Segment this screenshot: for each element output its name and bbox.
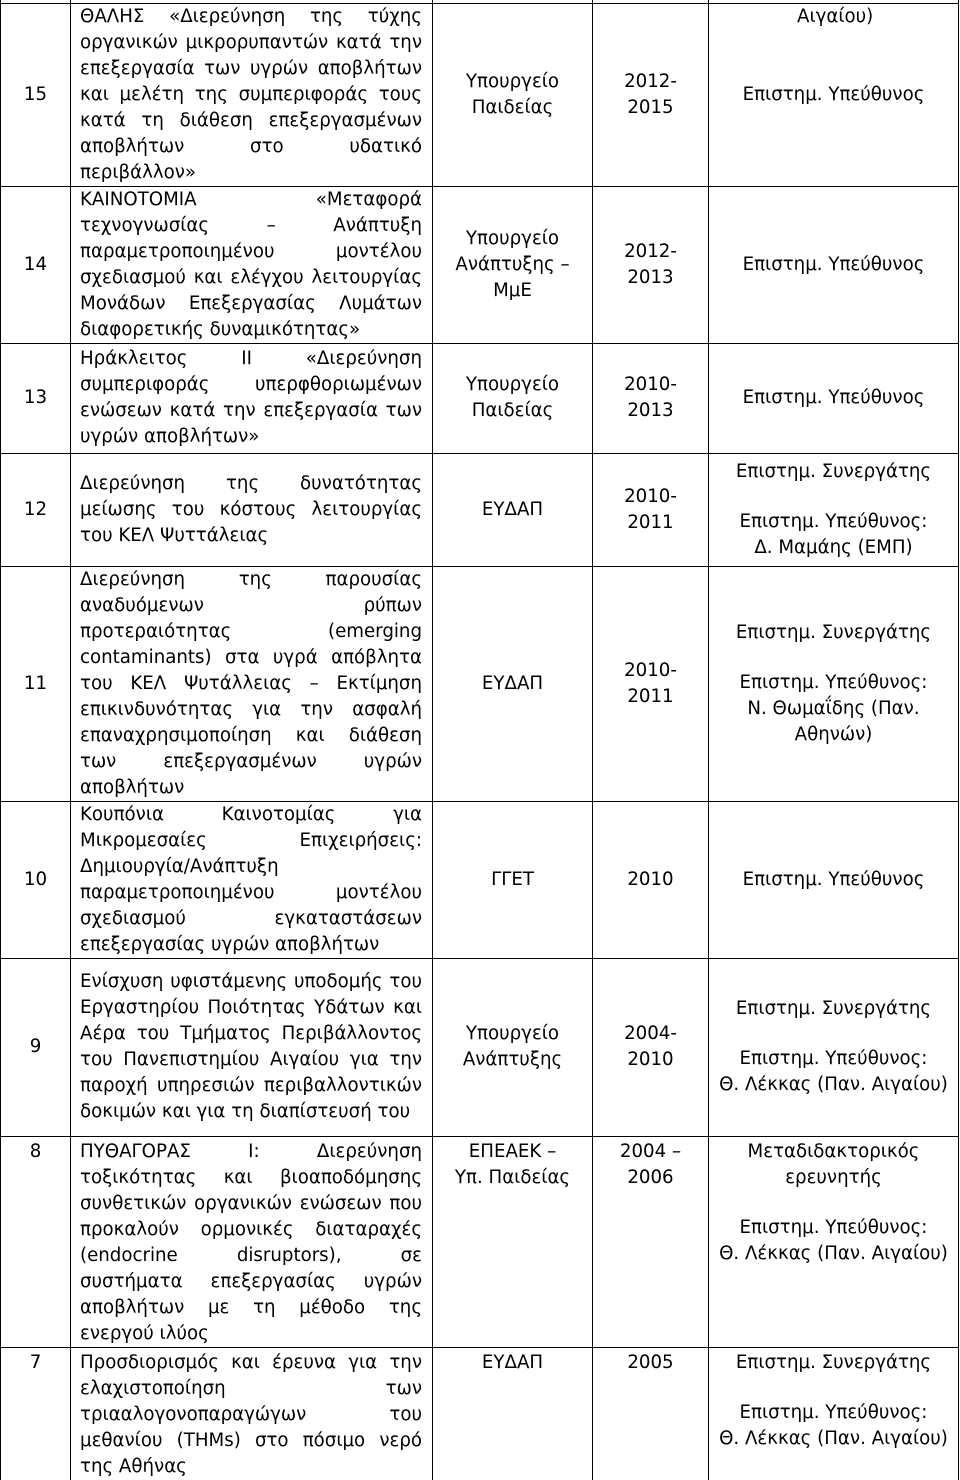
- project-role: [709, 801, 959, 958]
- funder-line: ΜμΕ: [493, 279, 532, 301]
- table-row: [1, 801, 959, 958]
- table-row: [1, 3, 959, 186]
- funder-line: Υπουργείο: [465, 374, 560, 395]
- project-number: 14: [1, 186, 71, 343]
- project-funder: [433, 453, 593, 566]
- role-line: Επιστημ. Υπεύθυνος: [742, 83, 925, 105]
- table-row: [1, 958, 959, 1136]
- period-line: 2012-: [624, 240, 677, 262]
- role-line: Επιστημ. Συνεργάτης: [735, 621, 932, 643]
- role-line: Θ. Λέκκας (Παν. Αιγαίου): [719, 1427, 948, 1449]
- role-line: ερευνητής: [785, 1166, 882, 1188]
- table-row: [1, 566, 959, 801]
- period-line: 2004 –: [619, 1140, 682, 1162]
- top-cell-role: [709, 0, 959, 27]
- role-line: Επιστημ. Υπεύθυνος:: [739, 1216, 928, 1238]
- project-period: [593, 566, 709, 801]
- project-funder: [433, 1136, 593, 1347]
- role-line: Επιστημ. Υπεύθυνος: [742, 253, 925, 275]
- funder-line: Παιδείας: [471, 400, 554, 421]
- project-funder: [433, 3, 593, 186]
- project-number: 13: [1, 343, 71, 453]
- project-title: Διερεύνηση της παρουσίας αναδυόμενων ρύπων προτεραιότητας (emerging contaminants) στα υγρά απόβλητα του ΚΕΛ Ψυτάλλειας – Εκτίμηση επικινδυνότητας για την ασφαλή επαναχρησιμοποίηση και διάθεση των επεξεργασμένων υγρών αποβλήτων: [71, 566, 433, 801]
- project-role: [709, 186, 959, 343]
- project-number: 8: [1, 1136, 71, 1347]
- project-title: ΘΑΛΗΣ «Διερεύνηση της τύχης οργανικών μικρορυπαντών κατά την επεξεργασία των υγρών αποβλήτων και μελέτη της συμπεριφοράς τους κατά τη διάθεση επεξεργασμένων αποβλήτων στο υδατικό περιβάλλον»: [71, 3, 433, 186]
- period-line: 2013: [627, 266, 674, 288]
- funder-line: Υπουργείο: [465, 1023, 560, 1044]
- role-continuation-text: Αιγαίου): [797, 6, 874, 27]
- project-title: ΠΥΘΑΓΟΡΑΣ Ι: Διερεύνηση τοξικότητας και βιοαποδόμησης συνθετικών οργανικών ενώσεων που προκαλούν ορμονικές διαταραχές (endocrine disruptors), σε συστήματα επεξεργασίας υγρών αποβλήτων με τη μέθοδο της ενεργού ιλύος: [71, 1136, 433, 1347]
- funder-line: ΓΓΕΤ: [491, 868, 534, 890]
- project-period: [593, 186, 709, 343]
- project-title: Ενίσχυση υφιστάμενης υποδομής του Εργαστηρίου Ποιότητας Υδάτων και Αέρα του Τμήματος Περιβάλλοντος του Πανεπιστημίου Αιγαίου για την παροχή υπηρεσιών περιβαλλοντικών δοκιμών και για τη διαπίστευσή του: [71, 958, 433, 1136]
- period-line: 2010-: [624, 659, 677, 681]
- table-row: [1, 343, 959, 453]
- funder-line: Ανάπτυξης –: [455, 253, 570, 275]
- period-line: 2010: [627, 1049, 674, 1070]
- project-number: 7: [1, 1347, 71, 1480]
- period-line: 2010-: [624, 485, 677, 507]
- project-period: [593, 958, 709, 1136]
- project-role: [709, 958, 959, 1136]
- period-line: 2012-: [624, 70, 677, 92]
- period-line: 2004-: [624, 1023, 677, 1044]
- period-line: 2011: [627, 685, 674, 707]
- project-number: 12: [1, 453, 71, 566]
- role-line: Επιστημ. Υπεύθυνος:: [739, 1048, 928, 1069]
- project-title: ΚΑΙΝΟΤΟΜΙΑ «Μεταφορά τεχνογνωσίας – Ανάπτυξη παραμετροποιημένου μοντέλου σχεδιασμού και ελέγχου λειτουργίας Μονάδων Επεξεργασίας Λυμάτων διαφορετικής δυναμικότητας»: [71, 186, 433, 343]
- funder-line: ΕΥΔΑΠ: [481, 672, 544, 694]
- period-line: 2006: [627, 1166, 674, 1188]
- project-title: Διερεύνηση της δυνατότητας μείωσης του κόστους λειτουργίας του ΚΕΛ Ψυττάλειας: [71, 453, 433, 566]
- role-line: Επιστημ. Υπεύθυνος: [742, 387, 925, 408]
- project-period: [593, 801, 709, 958]
- role-line: Μεταδιδακτορικός: [747, 1140, 920, 1162]
- project-role: [709, 453, 959, 566]
- project-funder: [433, 343, 593, 453]
- project-number: 9: [1, 958, 71, 1136]
- funder-line: Υπουργείο: [465, 227, 560, 249]
- funder-line: ΕΠΕΑΕΚ –: [468, 1140, 557, 1162]
- funder-line: Παιδείας: [471, 96, 554, 118]
- funder-line: ΕΥΔΑΠ: [481, 1351, 544, 1373]
- period-line: 2011: [627, 511, 674, 533]
- project-funder: [433, 958, 593, 1136]
- line-gap: [709, 1022, 958, 1046]
- funder-line: Υπ. Παιδείας: [454, 1166, 571, 1188]
- funder-line: ΕΥΔΑΠ: [481, 498, 544, 520]
- role-line: Επιστημ. Υπεύθυνος:: [739, 510, 928, 532]
- funder-line: Υπουργείο: [465, 70, 560, 92]
- funder-line: Ανάπτυξης: [462, 1049, 563, 1070]
- project-role: [709, 343, 959, 453]
- period-line: 2015: [627, 96, 674, 118]
- period-line: 2013: [627, 400, 674, 421]
- role-line: Αθηνών): [794, 723, 873, 745]
- table-row: [1, 186, 959, 343]
- role-line: Θ. Λέκκας (Παν. Αιγαίου): [719, 1074, 948, 1095]
- project-funder: [433, 566, 593, 801]
- project-funder: [433, 801, 593, 958]
- period-line: 2010: [627, 868, 674, 890]
- project-period: [593, 343, 709, 453]
- project-title: Προσδιορισμός και έρευνα για την ελαχιστοποίηση των τριααλογονοπαραγώγων του μεθανίου (THMs) στο πόσιμο νερό της Αθήνας: [71, 1347, 433, 1480]
- role-line: Θ. Λέκκας (Παν. Αιγαίου): [719, 1242, 948, 1264]
- project-number: 11: [1, 566, 71, 801]
- line-gap: [709, 1376, 958, 1400]
- project-period: [593, 453, 709, 566]
- role-line: Δ. Μαμάης (ΕΜΠ): [754, 536, 913, 558]
- project-role: [709, 3, 959, 186]
- role-line: Επιστημ. Συνεργάτης: [735, 460, 932, 482]
- project-period: [593, 1136, 709, 1347]
- table-row: [1, 1136, 959, 1347]
- project-funder: [433, 186, 593, 343]
- project-role: [709, 1136, 959, 1347]
- role-line: Επιστημ. Υπεύθυνος:: [739, 1401, 928, 1423]
- project-title: Ηράκλειτος ΙΙ «Διερεύνηση συμπεριφοράς υπερφθοριωμένων ενώσεων κατά την επεξεργασία των υγρών αποβλήτων»: [71, 343, 433, 453]
- line-gap: [709, 1191, 958, 1215]
- line-gap: [709, 646, 958, 670]
- project-role: [709, 566, 959, 801]
- project-number: 10: [1, 801, 71, 958]
- role-line: Επιστημ. Συνεργάτης: [735, 1351, 932, 1373]
- table-row: [1, 453, 959, 566]
- project-number: 15: [1, 3, 71, 186]
- line-gap: [709, 485, 958, 509]
- period-line: 2005: [627, 1351, 674, 1373]
- project-title: Κουπόνια Καινοτομίας για Μικρομεσαίες Επιχειρήσεις: Δημιουργία/Ανάπτυξη παραμετροποιημένου μοντέλου σχεδιασμού εγκαταστάσεων επεξεργασίας υγρών αποβλήτων: [71, 801, 433, 958]
- project-period: [593, 3, 709, 186]
- role-line: Επιστημ. Υπεύθυνος: [742, 868, 925, 890]
- role-line: Επιστημ. Υπεύθυνος:: [739, 671, 928, 693]
- role-line: Ν. Θωμαΐδης (Παν.: [747, 697, 920, 719]
- period-line: 2010-: [624, 374, 677, 395]
- role-line: Επιστημ. Συνεργάτης: [735, 998, 932, 1019]
